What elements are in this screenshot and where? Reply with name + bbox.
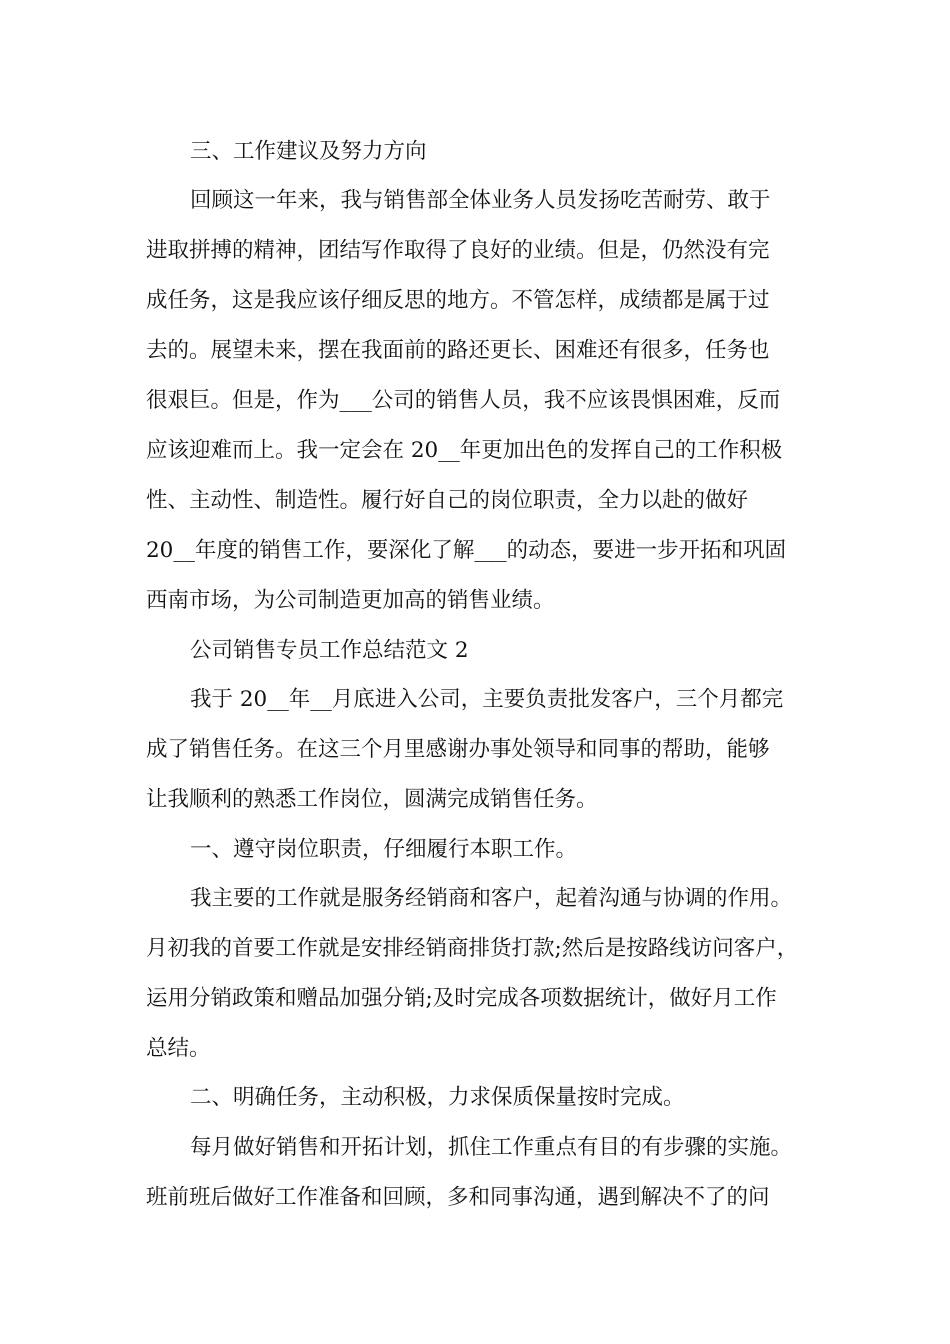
section-heading-1: 一、遵守岗位职责，仔细履行本职工作。 [190,837,578,862]
section-heading-3: 三、工作建议及努力方向 [190,139,427,164]
article-title: 公司销售专员工作总结范文 2 [190,638,469,663]
paragraph-line: 每月做好销售和开拓计划，抓住工作重点有目的有步骤的实施。 [190,1135,793,1160]
paragraph-line: 班前班后做好工作准备和回顾，多和同事沟通，遇到解决不了的问 [146,1185,770,1210]
paragraph-line: 我主要的工作就是服务经销商和客户，起着沟通与协调的作用。 [190,886,793,911]
paragraph-line: 西南市场，为公司制造更加高的销售业绩。 [146,588,555,613]
paragraph-line: 20__年度的销售工作，要深化了解___的动态，要进一步开拓和巩固 [146,538,787,563]
paragraph-line: 总结。 [146,1036,211,1061]
paragraph-line: 运用分销政策和赠品加强分销;及时完成各项数据统计，做好月工作 [146,986,777,1011]
paragraph-line: 让我顺利的熟悉工作岗位，圆满完成销售任务。 [146,787,598,812]
section-heading-2: 二、明确任务，主动积极，力求保质保量按时完成。 [190,1085,685,1110]
paragraph-line: 进取拼搏的精神，团结写作取得了良好的业绩。但是，仍然没有完 [146,238,770,263]
paragraph-line: 成了销售任务。在这三个月里感谢办事处领导和同事的帮助，能够 [146,737,770,762]
paragraph-line: 性、主动性、制造性。履行好自己的岗位职责，全力以赴的做好 [146,488,749,513]
paragraph-line: 应该迎难而上。我一定会在 20__年更加出色的发挥自己的工作积极 [146,438,783,463]
paragraph-line: 回顾这一年来，我与销售部全体业务人员发扬吃苦耐劳、敢于 [190,188,771,213]
paragraph-line: 月初我的首要工作就是安排经销商排货打款;然后是按路线访问客户， [146,936,799,961]
paragraph-line: 很艰巨。但是，作为___公司的销售人员，我不应该畏惧困难，反而 [146,388,781,413]
paragraph-line: 我于 20__年__月底进入公司，主要负责批发客户，三个月都完 [190,687,784,712]
paragraph-line: 成任务，这是我应该仔细反思的地方。不管怎样，成绩都是属于过 [146,288,770,313]
paragraph-line: 去的。展望未来，摆在我面前的路还更长、困难还有很多，任务也 [146,338,770,363]
